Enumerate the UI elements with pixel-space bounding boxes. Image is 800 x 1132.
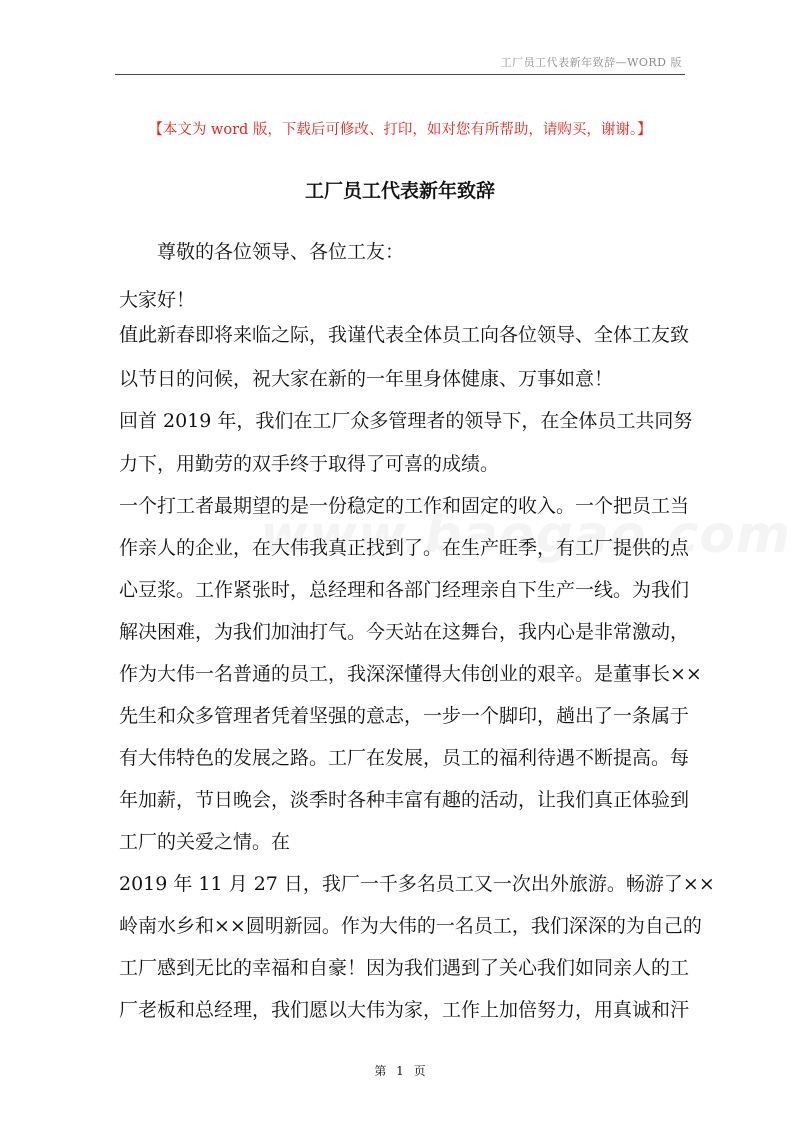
body-line: 工厂感到无比的幸福和自豪！因为我们遇到了关心我们如同亲人的工 (119, 957, 690, 979)
body-line: 以节日的问候，祝大家在新的一年里身体健康、万事如意！ (119, 368, 614, 390)
footer-prefix: 第 (374, 1064, 387, 1078)
page-number: 1 (396, 1064, 404, 1078)
download-notice: 【本文为 word 版，下载后可修改、打印，如对您有所帮助，请购买，谢谢。】 (148, 122, 652, 138)
body-line: 回首 2019 年，我们在工厂众多管理者的领导下，在全体员工共同努 (119, 410, 693, 432)
body-line: 作亲人的企业，在大伟我真正找到了。在生产旺季，有工厂提供的点 (119, 537, 690, 559)
body-line: 大家好！ (119, 289, 196, 311)
body-line: 力下，用勤劳的双手终于取得了可喜的成绩。 (119, 453, 500, 475)
body-line: 厂老板和总经理，我们愿以大伟为家，工作上加倍努力，用真诚和汗 (119, 999, 690, 1021)
body-line: 有大伟特色的发展之路。工厂在发展，员工的福利待遇不断提高。每 (119, 747, 690, 769)
document-title: 工厂员工代表新年致辞 (304, 180, 495, 202)
body-line: 尊敬的各位领导、各位工友： (119, 241, 405, 263)
body-line: 心豆浆。工作紧张时，总经理和各部门经理亲自下生产一线。为我们 (119, 579, 690, 601)
body-line: 作为大伟一名普通的员工，我深深懂得大伟创业的艰辛。是董事长×× (119, 663, 702, 685)
header-divider (115, 74, 685, 75)
footer-suffix: 页 (413, 1064, 426, 1078)
body-line: 值此新春即将来临之际，我谨代表全体员工向各位领导、全体工友致 (119, 324, 690, 346)
body-line: 先生和众多管理者凭着坚强的意志，一步一个脚印，趟出了一条属于 (119, 705, 690, 727)
body-line: 岭南水乡和××圆明新园。作为大伟的一名员工，我们深深的为自己的 (119, 915, 702, 937)
page-footer (0, 1062, 800, 1079)
body-line: 年加薪，节日晚会，淡季时各种丰富有趣的活动，让我们真正体验到 (119, 789, 690, 811)
body-line: 2019 年 11 月 27 日，我厂一千多名员工又一次出外旅游。畅游了×× (119, 873, 715, 895)
body-line: 一个打工者最期望的是一份稳定的工作和固定的收入。一个把员工当 (119, 495, 690, 517)
body-line: 解决困难，为我们加油打气。今天站在这舞台，我内心是非常激动， (119, 621, 690, 643)
running-header: 工厂员工代表新年致辞—WORD 版 (500, 56, 682, 69)
body-line: 工厂的关爱之情。在 (119, 831, 291, 853)
